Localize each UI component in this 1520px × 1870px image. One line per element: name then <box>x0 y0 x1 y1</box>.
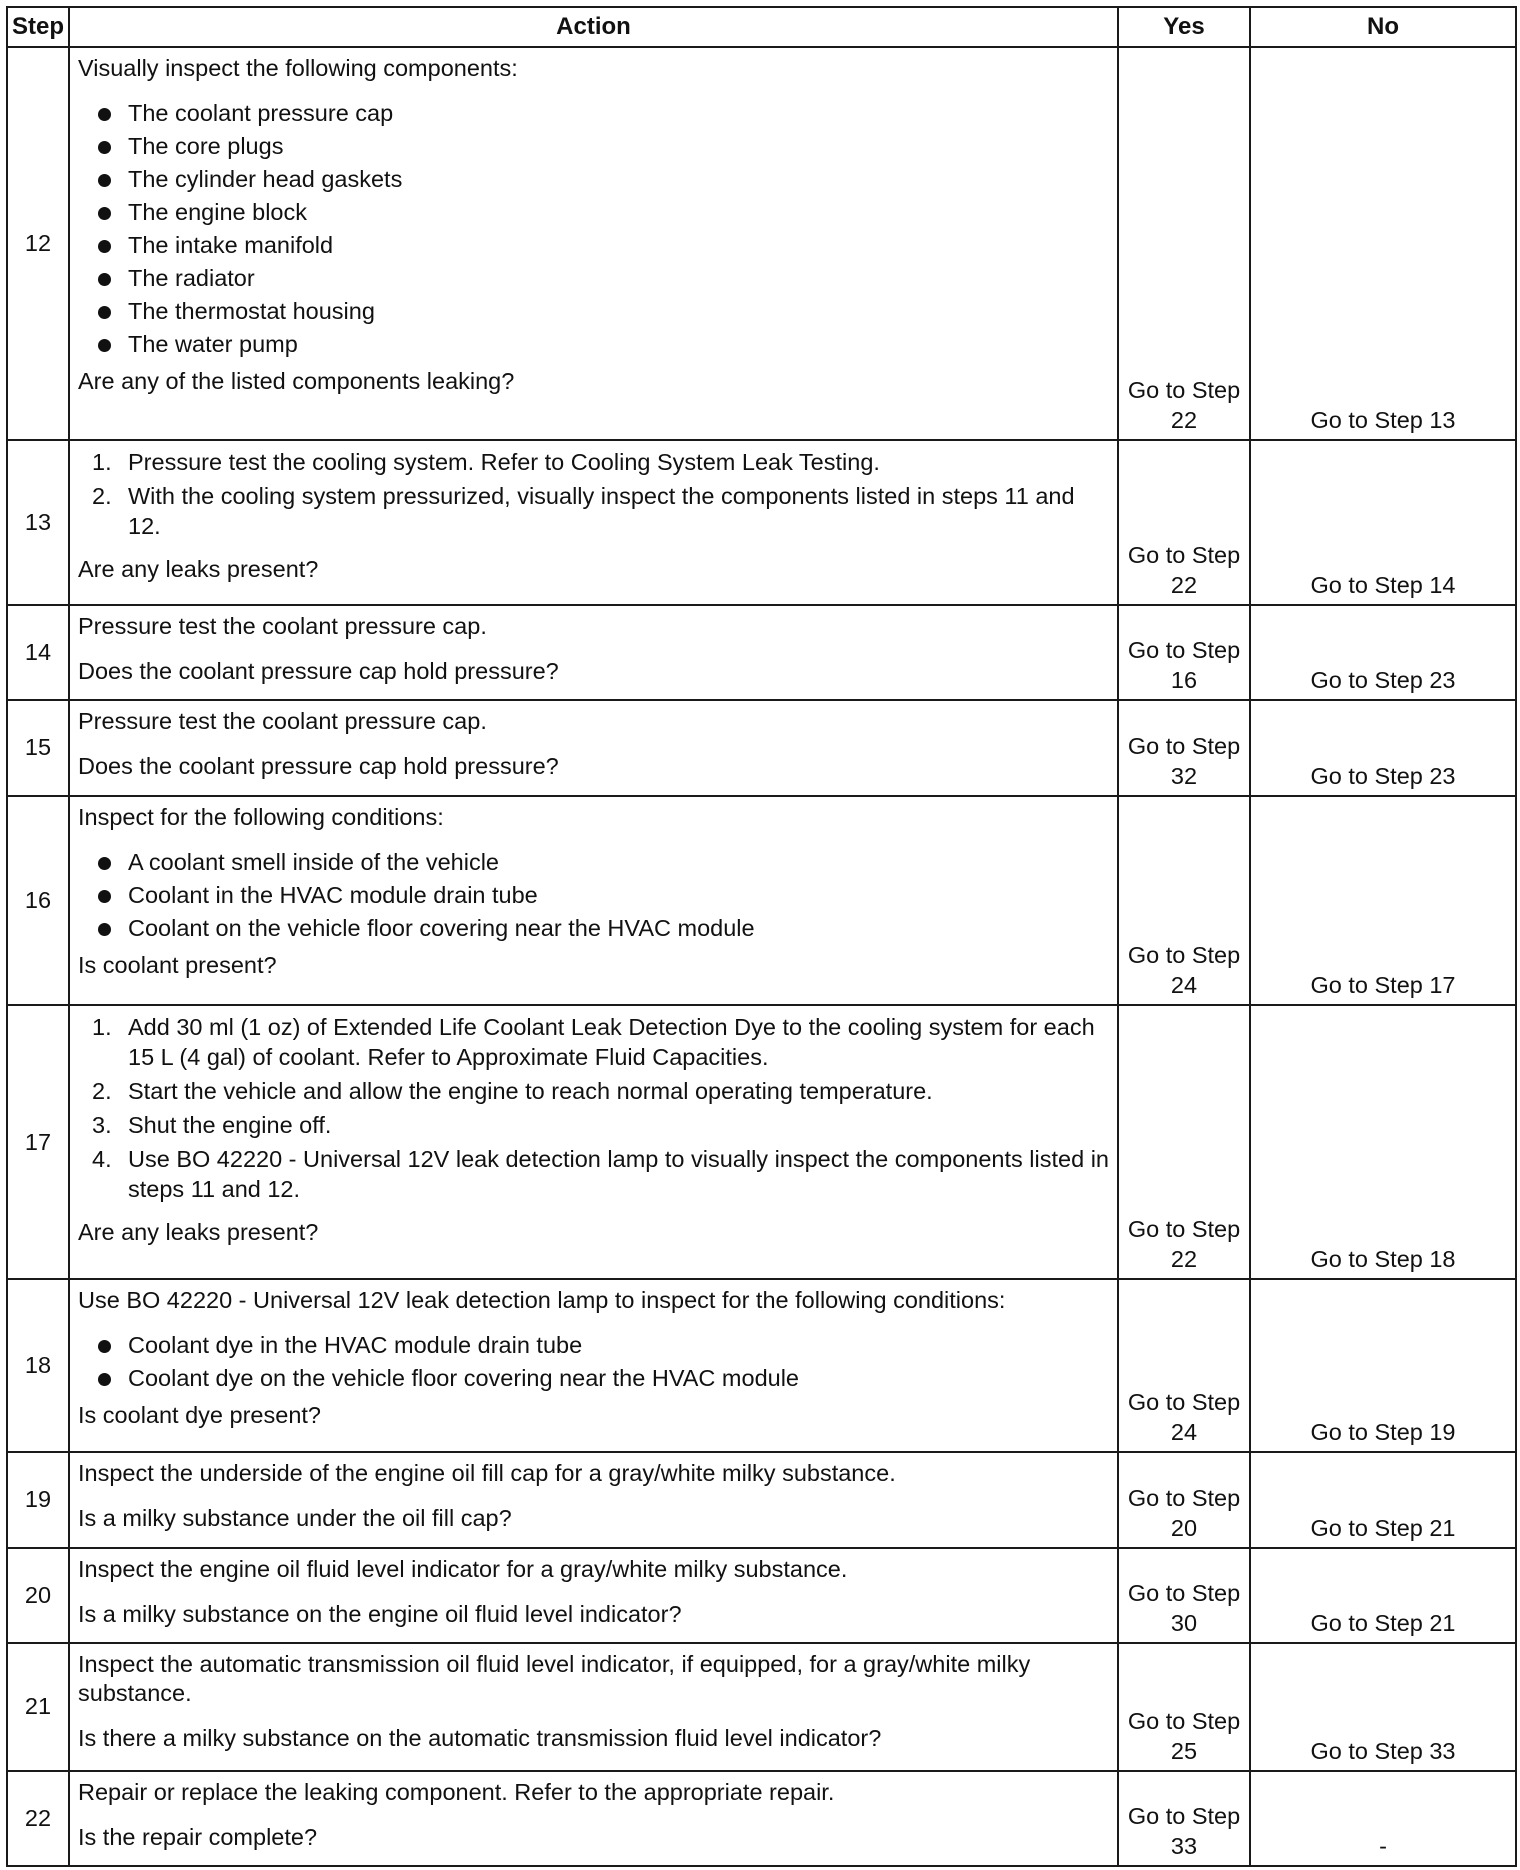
action-cell <box>69 1279 1118 1452</box>
action-cell <box>69 1548 1118 1643</box>
numbered-item <box>78 481 1109 541</box>
no-result <box>1250 1771 1516 1866</box>
bullet-item: Coolant in the HVAC module drain tube <box>78 879 1109 912</box>
yes-step-number: 24 <box>1170 972 1198 999</box>
yes-result <box>1118 1005 1250 1279</box>
no-result <box>1250 1005 1516 1279</box>
action-question: Are any leaks present? <box>78 555 319 582</box>
header-yes: Yes <box>1118 7 1250 47</box>
yes-label: Go to Step <box>1127 942 1241 969</box>
step-number: 17 <box>7 1005 69 1279</box>
table-body <box>7 47 1516 1866</box>
numbered-list <box>78 447 1109 541</box>
numbered-list <box>78 1012 1109 1204</box>
no-result <box>1250 1452 1516 1547</box>
header-no: No <box>1250 7 1516 47</box>
action-cell <box>69 440 1118 605</box>
yes-result <box>1118 1279 1250 1452</box>
yes-label: Go to Step <box>1127 1707 1241 1734</box>
yes-step-number: 33 <box>1170 1833 1198 1859</box>
bullet-item: Coolant on the vehicle floor covering near the HVAC module <box>78 912 1109 945</box>
step-number: 21 <box>7 1643 69 1771</box>
yes-result <box>1118 605 1250 700</box>
step-number: 12 <box>7 47 69 440</box>
action-instruction: Use BO 42220 - Universal 12V leak detection lamp to inspect for the following conditions: <box>78 1287 1006 1314</box>
item-number: 1. <box>92 1014 112 1041</box>
action-cell <box>69 700 1118 795</box>
action-cell <box>69 1005 1118 1279</box>
yes-step-number: 24 <box>1170 1419 1198 1446</box>
bullet-item: A coolant smell inside of the vehicle <box>78 846 1109 879</box>
table-row <box>7 605 1516 700</box>
yes-step-number: 22 <box>1170 571 1198 598</box>
yes-label: Go to Step <box>1127 541 1241 568</box>
bullet-item: The core plugs <box>78 130 1109 163</box>
no-label: Go to Step 14 <box>1310 571 1456 598</box>
yes-label: Go to Step <box>1127 1803 1241 1829</box>
header-row <box>7 7 1516 47</box>
no-label: Go to Step 23 <box>1310 667 1456 694</box>
action-question: Is a milky substance on the engine oil fluid level indicator? <box>78 1600 682 1627</box>
table-row <box>7 1643 1516 1771</box>
bullet-item: The radiator <box>78 262 1109 295</box>
bullet-item: The cylinder head gaskets <box>78 163 1109 196</box>
yes-label: Go to Step <box>1127 1216 1241 1243</box>
yes-label: Go to Step <box>1127 1579 1241 1606</box>
action-cell <box>69 1452 1118 1547</box>
bullet-item: The thermostat housing <box>78 295 1109 328</box>
bullet-item: The water pump <box>78 328 1109 361</box>
action-instruction: Visually inspect the following components: <box>78 55 518 81</box>
item-text: Start the vehicle and allow the engine to reach normal operating temperature. <box>128 1078 933 1105</box>
action-instruction: Inspect the automatic transmission oil fluid level indicator, if equipped, for a gray/white milky substance. <box>78 1650 1031 1706</box>
bullet-item: The intake manifold <box>78 229 1109 262</box>
no-label: Go to Step 13 <box>1310 406 1456 433</box>
table-row <box>7 1005 1516 1279</box>
numbered-item <box>78 447 1109 477</box>
numbered-item <box>78 1012 1109 1072</box>
no-label: - <box>1379 1833 1387 1859</box>
no-label: Go to Step 21 <box>1310 1609 1456 1636</box>
item-text: With the cooling system pressurized, visually inspect the components listed in steps 11 and 12. <box>128 482 1075 539</box>
table-row <box>7 1279 1516 1452</box>
yes-label: Go to Step <box>1127 637 1241 664</box>
action-question: Does the coolant pressure cap hold pressure? <box>78 753 559 780</box>
numbered-item <box>78 1076 1109 1106</box>
no-label: Go to Step 23 <box>1310 762 1456 789</box>
item-text: Pressure test the cooling system. Refer to Cooling System Leak Testing. <box>128 448 880 475</box>
yes-step-number: 22 <box>1170 406 1198 433</box>
item-number: 1. <box>92 448 112 475</box>
yes-label: Go to Step <box>1127 1484 1241 1511</box>
item-number: 2. <box>92 1078 112 1105</box>
action-question: Are any leaks present? <box>78 1219 319 1246</box>
action-cell <box>69 796 1118 1006</box>
action-instruction: Pressure test the coolant pressure cap. <box>78 708 487 735</box>
numbered-item <box>78 1144 1109 1204</box>
table-row <box>7 47 1516 440</box>
header-step: Step <box>7 7 69 47</box>
yes-step-number: 20 <box>1170 1514 1198 1541</box>
yes-result <box>1118 1548 1250 1643</box>
item-number: 3. <box>92 1112 112 1139</box>
action-question: Are any of the listed components leaking? <box>78 368 515 394</box>
yes-result <box>1118 47 1250 440</box>
action-cell <box>69 47 1118 440</box>
yes-step-number: 22 <box>1170 1246 1198 1273</box>
yes-result <box>1118 1643 1250 1771</box>
action-instruction: Inspect the engine oil fluid level indicator for a gray/white milky substance. <box>78 1555 848 1582</box>
action-cell <box>69 1771 1118 1866</box>
no-result <box>1250 1279 1516 1452</box>
bullet-item: Coolant dye on the vehicle floor covering near the HVAC module <box>78 1362 1109 1395</box>
item-number: 4. <box>92 1146 112 1173</box>
action-question: Does the coolant pressure cap hold pressure? <box>78 657 559 684</box>
no-label: Go to Step 17 <box>1310 972 1456 999</box>
action-question: Is a milky substance under the oil fill cap? <box>78 1505 512 1532</box>
yes-result <box>1118 440 1250 605</box>
item-text: Shut the engine off. <box>128 1112 332 1139</box>
table-row <box>7 440 1516 605</box>
yes-result <box>1118 1452 1250 1547</box>
diagnostic-table <box>6 6 1517 1867</box>
item-text: Use BO 42220 - Universal 12V leak detection lamp to visually inspect the components listed in steps 11 and 12. <box>128 1146 1109 1203</box>
numbered-item <box>78 1110 1109 1140</box>
bullet-list <box>78 846 1109 945</box>
action-question: Is coolant present? <box>78 951 277 978</box>
no-result <box>1250 47 1516 440</box>
bullet-list <box>78 97 1109 361</box>
action-question: Is coolant dye present? <box>78 1402 321 1429</box>
bullet-item: The coolant pressure cap <box>78 97 1109 130</box>
yes-label: Go to Step <box>1127 1389 1241 1416</box>
action-instruction: Inspect for the following conditions: <box>78 803 444 830</box>
table-row <box>7 796 1516 1006</box>
step-number: 22 <box>7 1771 69 1866</box>
no-result <box>1250 700 1516 795</box>
yes-label: Go to Step <box>1127 732 1241 759</box>
action-instruction: Repair or replace the leaking component. Refer to the appropriate repair. <box>78 1778 835 1805</box>
step-number: 18 <box>7 1279 69 1452</box>
step-number: 13 <box>7 440 69 605</box>
bullet-item: The engine block <box>78 196 1109 229</box>
yes-step-number: 25 <box>1170 1737 1198 1764</box>
table-row <box>7 1452 1516 1547</box>
bullet-item: Coolant dye in the HVAC module drain tube <box>78 1329 1109 1362</box>
step-number: 19 <box>7 1452 69 1547</box>
bullet-list <box>78 1329 1109 1395</box>
action-question: Is the repair complete? <box>78 1823 318 1850</box>
action-instruction: Pressure test the coolant pressure cap. <box>78 612 487 639</box>
step-number: 15 <box>7 700 69 795</box>
no-label: Go to Step 21 <box>1310 1514 1456 1541</box>
yes-step-number: 32 <box>1170 762 1198 789</box>
step-number: 14 <box>7 605 69 700</box>
table-row <box>7 700 1516 795</box>
no-label: Go to Step 33 <box>1310 1737 1456 1764</box>
table-row <box>7 1548 1516 1643</box>
item-number: 2. <box>92 482 112 509</box>
no-result <box>1250 605 1516 700</box>
yes-result <box>1118 700 1250 795</box>
no-result <box>1250 796 1516 1006</box>
header-action: Action <box>69 7 1118 47</box>
table-row <box>7 1771 1516 1866</box>
action-instruction: Inspect the underside of the engine oil fill cap for a gray/white milky substance. <box>78 1460 896 1487</box>
yes-step-number: 30 <box>1170 1609 1198 1636</box>
yes-result <box>1118 1771 1250 1866</box>
step-number: 16 <box>7 796 69 1006</box>
item-text: Add 30 ml (1 oz) of Extended Life Coolant Leak Detection Dye to the cooling system for each 15 L (4 gal) of coolant. Refer to Approximate Fluid Capacities. <box>128 1014 1095 1071</box>
yes-label: Go to Step <box>1127 376 1241 403</box>
action-question: Is there a milky substance on the automatic transmission fluid level indicator? <box>78 1724 882 1751</box>
action-cell <box>69 1643 1118 1771</box>
no-label: Go to Step 18 <box>1310 1246 1456 1273</box>
no-label: Go to Step 19 <box>1310 1419 1456 1446</box>
yes-step-number: 16 <box>1170 667 1198 694</box>
no-result <box>1250 440 1516 605</box>
action-cell <box>69 605 1118 700</box>
no-result <box>1250 1643 1516 1771</box>
yes-result <box>1118 796 1250 1006</box>
no-result <box>1250 1548 1516 1643</box>
step-number: 20 <box>7 1548 69 1643</box>
